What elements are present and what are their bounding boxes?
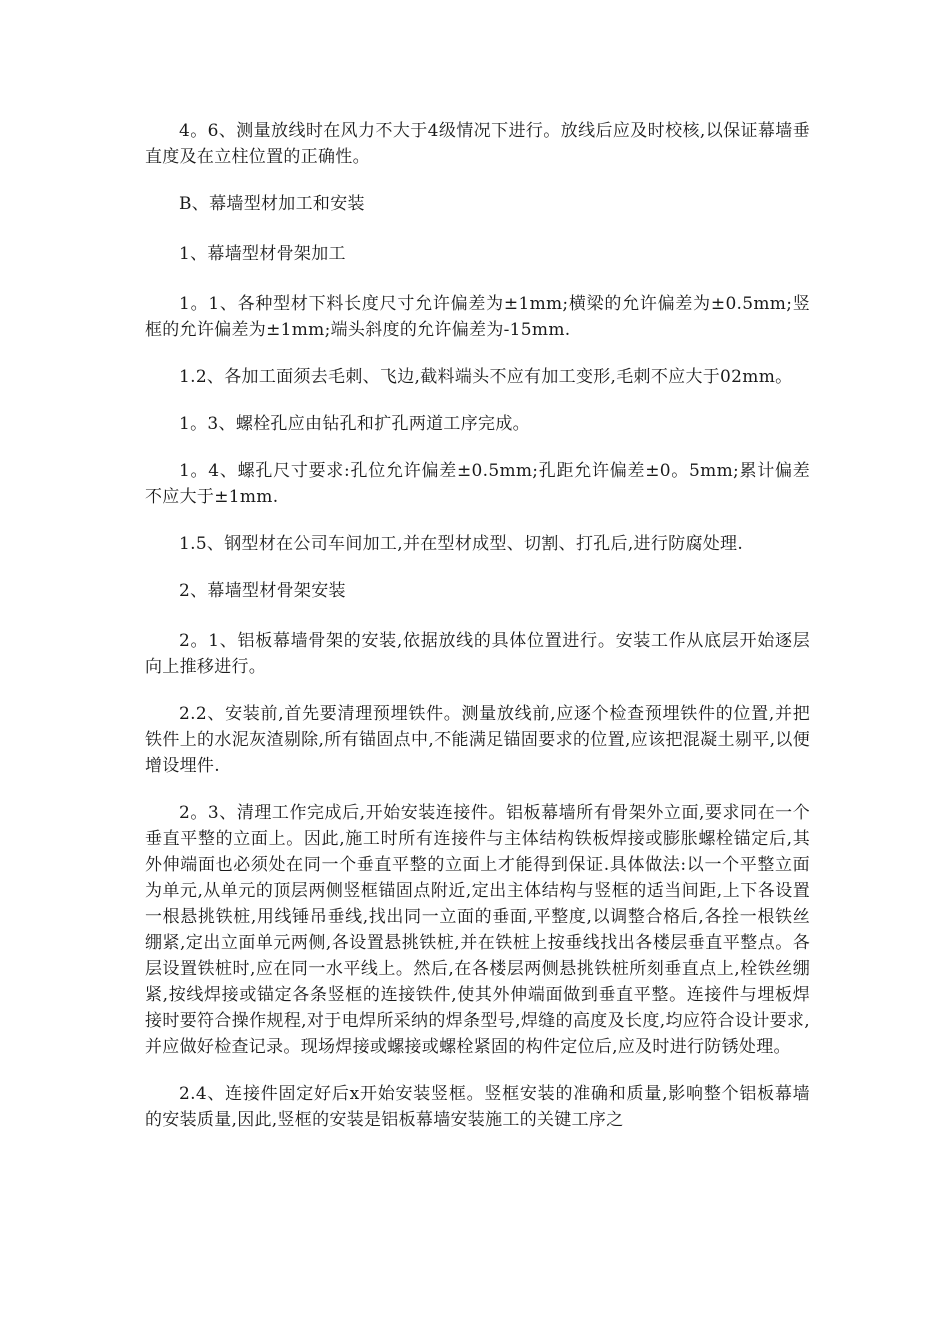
paragraph-2-1: 2。1、铝板幕墙骨架的安装,依据放线的具体位置进行。安装工作从底层开始逐层向上推移进行。 [145, 631, 810, 677]
paragraph-1-5: 1.5、钢型材在公司车间加工,并在型材成型、切割、打孔后,进行防腐处理. [179, 534, 744, 554]
paragraph-1-1: 1。1、各种型材下料长度尺寸允许偏差为±1mm;横梁的允许偏差为±0.5mm;竖框的允许偏差为±1mm;端头斜度的允许偏差为-15mm. [145, 294, 810, 340]
paragraph-2-2: 2.2、安装前,首先要清理预埋铁件。测量放线前,应逐个检查预埋铁件的位置,并把铁件上的水泥灰渣剔除,所有锚固点中,不能满足锚固要求的位置,应该把混凝土剔平,以便增设埋件. [145, 704, 810, 776]
subsection-heading-1: 1、幕墙型材骨架加工 [179, 244, 346, 264]
document-page [145, 118, 810, 1154]
section-heading-b: B、幕墙型材加工和安装 [179, 194, 365, 214]
subsection-heading-2: 2、幕墙型材骨架安装 [179, 581, 346, 601]
paragraph-1-3: 1。3、螺栓孔应由钻孔和扩孔两道工序完成。 [179, 414, 530, 434]
paragraph-1-4: 1。4、螺孔尺寸要求:孔位允许偏差±0.5mm;孔距允许偏差±0。5mm;累计偏差不应大于±1mm. [145, 461, 810, 507]
paragraph-2-3: 2。3、清理工作完成后,开始安装连接件。铝板幕墙所有骨架外立面,要求同在一个垂直平整的立面上。因此,施工时所有连接件与主体结构铁板焊接或膨胀螺栓锚定后,其外伸端面也必须处在同一个垂直平整的立面上才能得到保证.具体做法:以一个平整立面为单元,从单元的顶层两侧竖框锚固点附近,定出主体结构与竖框的适当间距,上下各设置一根悬挑铁桩,用线锤吊垂线,找出同一立面的垂面,平整度,以调整合格后,各拴一根铁丝绷紧,定出立面单元两侧,各设置悬挑铁桩,并在铁桩上按垂线找出各楼层垂直平整点。各层设置铁桩时,应在同一水平线上。然后,在各楼层两侧悬挑铁桩所刻垂直点上,栓铁丝绷紧,按线焊接或锚定各条竖框的连接铁件,使其外伸端面做到垂直平整。连接件与埋板焊接时要符合操作规程,对于电焊所采纳的焊条型号,焊缝的高度及长度,均应符合设计要求,并应做好检查记录。现场焊接或螺接或螺栓紧固的构件定位后,应及时进行防锈处理。 [145, 803, 810, 1057]
paragraph-2-4: 2.4、连接件固定好后x开始安装竖框。竖框安装的准确和质量,影响整个铝板幕墙的安装质量,因此,竖框的安装是铝板幕墙安装施工的关键工序之 [145, 1084, 810, 1130]
paragraph-4-6-survey: 4。6、测量放线时在风力不大于4级情况下进行。放线后应及时校核,以保证幕墙垂直度及在立柱位置的正确性。 [145, 121, 810, 167]
paragraph-1-2: 1.2、各加工面须去毛刺、飞边,截料端头不应有加工变形,毛刺不应大于02mm。 [179, 367, 793, 387]
